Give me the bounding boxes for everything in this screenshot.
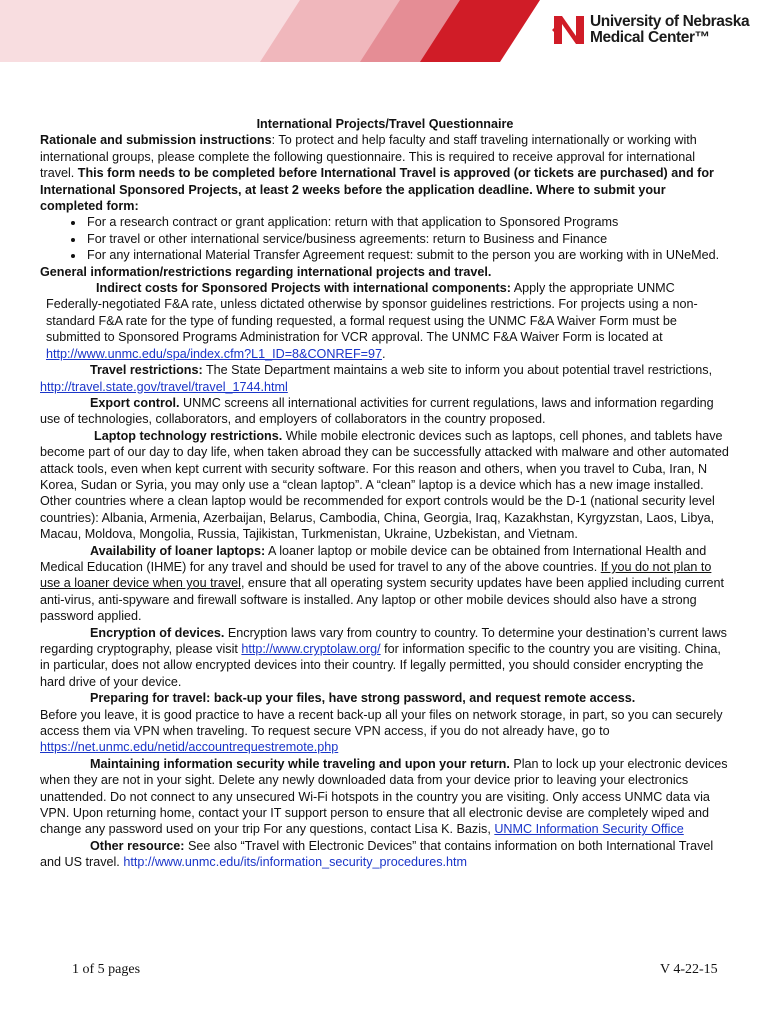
section-label: Other resource:: [90, 838, 185, 853]
rationale-paragraph: [40, 132, 730, 214]
section-text: The State Department maintains a web site to inform you about potential travel restrictions,: [202, 363, 713, 378]
section-label: Availability of loaner laptops:: [90, 543, 266, 558]
general-heading-text: General information/restrictions regarding international projects and travel.: [40, 264, 492, 279]
section-text: See also “Travel with Electronic Devices” that contains information on both International Travel and US travel.: [40, 838, 714, 870]
section-text: While mobile electronic devices such as laptops, cell phones, and tablets have become part of our day to day life, when taken abroad they can be successfully attacked with malware and other automated attack tools, even when kept current with security software. For this reason and others, when you travel to Cuba, Iran, N Korea, Sudan or Syria, you may only use a “clean laptop”. A “clean” laptop is a device which has a new image installed. Other countries where a clean laptop would be recommended for export controls would be the D-1 (national security level countries): Albania, Armenia, Azerbaijan, Belarus, Cambodia, China, Georgia, Iraq, Kazakhstan, Kyrgyzstan, Laos, Libya, Macau, Moldova, Mongolia, Russia, Tajikistan, Turkmenistan, Ukraine, Uzbekistan, and Vietnam.: [40, 428, 729, 542]
infosec-office-link[interactable]: UNMC Information Security Office: [494, 822, 684, 837]
section-preparing-body: [40, 707, 730, 756]
travel-state-link[interactable]: http://travel.state.gov/travel/travel_1744.html: [40, 379, 288, 394]
section-text-end: .: [382, 346, 386, 361]
section-underlined-text: If you do not plan to use a loaner device when you travel: [40, 559, 712, 591]
section-export-control: [40, 395, 730, 428]
section-indirect-costs: [46, 280, 730, 362]
section-text: Encryption laws vary from country to country. To determine your destination’s current laws regarding cryptography, please visit: [40, 625, 727, 656]
infosec-procedures-link[interactable]: http://www.unmc.edu/its/information_security_procedures.htm: [123, 855, 467, 870]
page-number: 1 of 5 pages: [72, 962, 141, 977]
section-encryption: [40, 625, 730, 691]
rationale-text: : To protect and help faculty and staff traveling internationally or working with international groups, please complete the following questionnaire. This is required to receive approval for international travel.: [40, 133, 697, 181]
logo-line-1: University of Nebraska: [590, 13, 750, 30]
unmc-n-logo-icon: [552, 10, 586, 50]
section-text: UNMC screens all international activities for current regulations, laws and information regarding use of technologies, collaborators, and employers of collaborators in the country proposed.: [40, 395, 714, 427]
section-label: Travel restrictions:: [90, 363, 203, 378]
section-travel-restrictions: [40, 362, 730, 395]
section-maintaining-security: [40, 756, 730, 838]
rationale-label: Rationale and submission instructions: [40, 133, 272, 148]
section-label: Preparing for travel: back-up your files, have strong password, and request remote access.: [90, 691, 636, 706]
general-heading: [40, 264, 730, 280]
section-label: Indirect costs for Sponsored Projects with international components:: [96, 281, 511, 296]
document-body: [40, 116, 730, 871]
section-text-end: , ensure that all operating system security updates have been applied including current anti-virus, anti-spyware and firewall software is installed. Any laptop or other mobile devices should also have a strong password applied.: [40, 576, 724, 624]
list-item: • For travel or other international service/business agreements: return to Business and Finance: [85, 231, 730, 247]
vpn-request-link[interactable]: https://net.unmc.edu/netid/accountrequestremote.php: [40, 740, 339, 755]
unmc-logo: [552, 10, 762, 52]
section-text-end: for information specific to the country you are visiting. China, in particular, does not allow encrypted devices into their country. If legally permitted, you should consider encrypting the hard drive of your device.: [40, 642, 721, 689]
page-title: International Projects/Travel Questionnaire: [256, 117, 514, 131]
section-other-resource: [40, 838, 730, 871]
section-label: Laptop technology restrictions.: [94, 428, 283, 443]
section-laptop-restrictions: [40, 428, 730, 543]
list-item: • For any international Material Transfer Agreement request: submit to the person you are working with in UNeMed.: [85, 247, 730, 263]
version-label: V 4-22-15: [660, 962, 718, 977]
header-band: [0, 0, 770, 62]
rationale-bold-text: This form needs to be completed before International Travel is approved (or tickets are purchased) and for International Sponsored Projects, at least 2 weeks before the application deadline. Where to submit your completed form:: [40, 166, 714, 214]
list-item: • For a research contract or grant application: return with that application to Sponsored Programs: [85, 214, 730, 230]
logo-line-2: Medical Center™: [590, 29, 710, 46]
section-text: Apply the appropriate UNMC Federally-negotiated F&A rate, unless dictated otherwise by sponsor guidelines restrictions. For projects using a non-standard F&A rate for the type of funding requested, a formal request using the UNMC F&A Waiver Form must be submitted to Sponsored Programs Administration for VCR approval. The UNMC F&A Waiver Form is located at: [46, 281, 698, 345]
cryptolaw-link[interactable]: http://www.cryptolaw.org/: [241, 642, 381, 656]
section-loaner-laptops: [40, 543, 730, 625]
fa-waiver-link[interactable]: http://www.unmc.edu/spa/index.cfm?L1_ID=8&CONREF=97: [46, 346, 382, 361]
section-preparing-heading: [40, 690, 730, 706]
section-text: A loaner laptop or mobile device can be obtained from International Health and Medical Education (IHME) for any travel and should be used for travel to any of the above countries.: [40, 543, 707, 574]
logo-text: [590, 14, 749, 46]
section-label: Maintaining information security while traveling and upon your return.: [90, 756, 510, 771]
section-label: Encryption of devices.: [90, 625, 225, 640]
section-text: Plan to lock up your electronic devices when they are not in your sight. Delete any newly downloaded data from your device prior to leaving your electronics unattended. Do not connect to any unsecured Wi-Fi hotspots in the country you are visiting. Only access UNMC data via VPN. Upon returning home, contact your IT support person to ensure that all electronic devise are completely wiped and change any password used on your trip For any questions, contact Lisa K. Bazis,: [40, 756, 728, 837]
section-text: Before you leave, it is good practice to have a recent back-up all your files on network storage, in part, so you can securely access them via VPN when traveling. To request secure VPN access, if you do not already have, go to: [40, 707, 723, 739]
section-label: Export control.: [90, 395, 180, 410]
submission-list: [40, 214, 730, 263]
